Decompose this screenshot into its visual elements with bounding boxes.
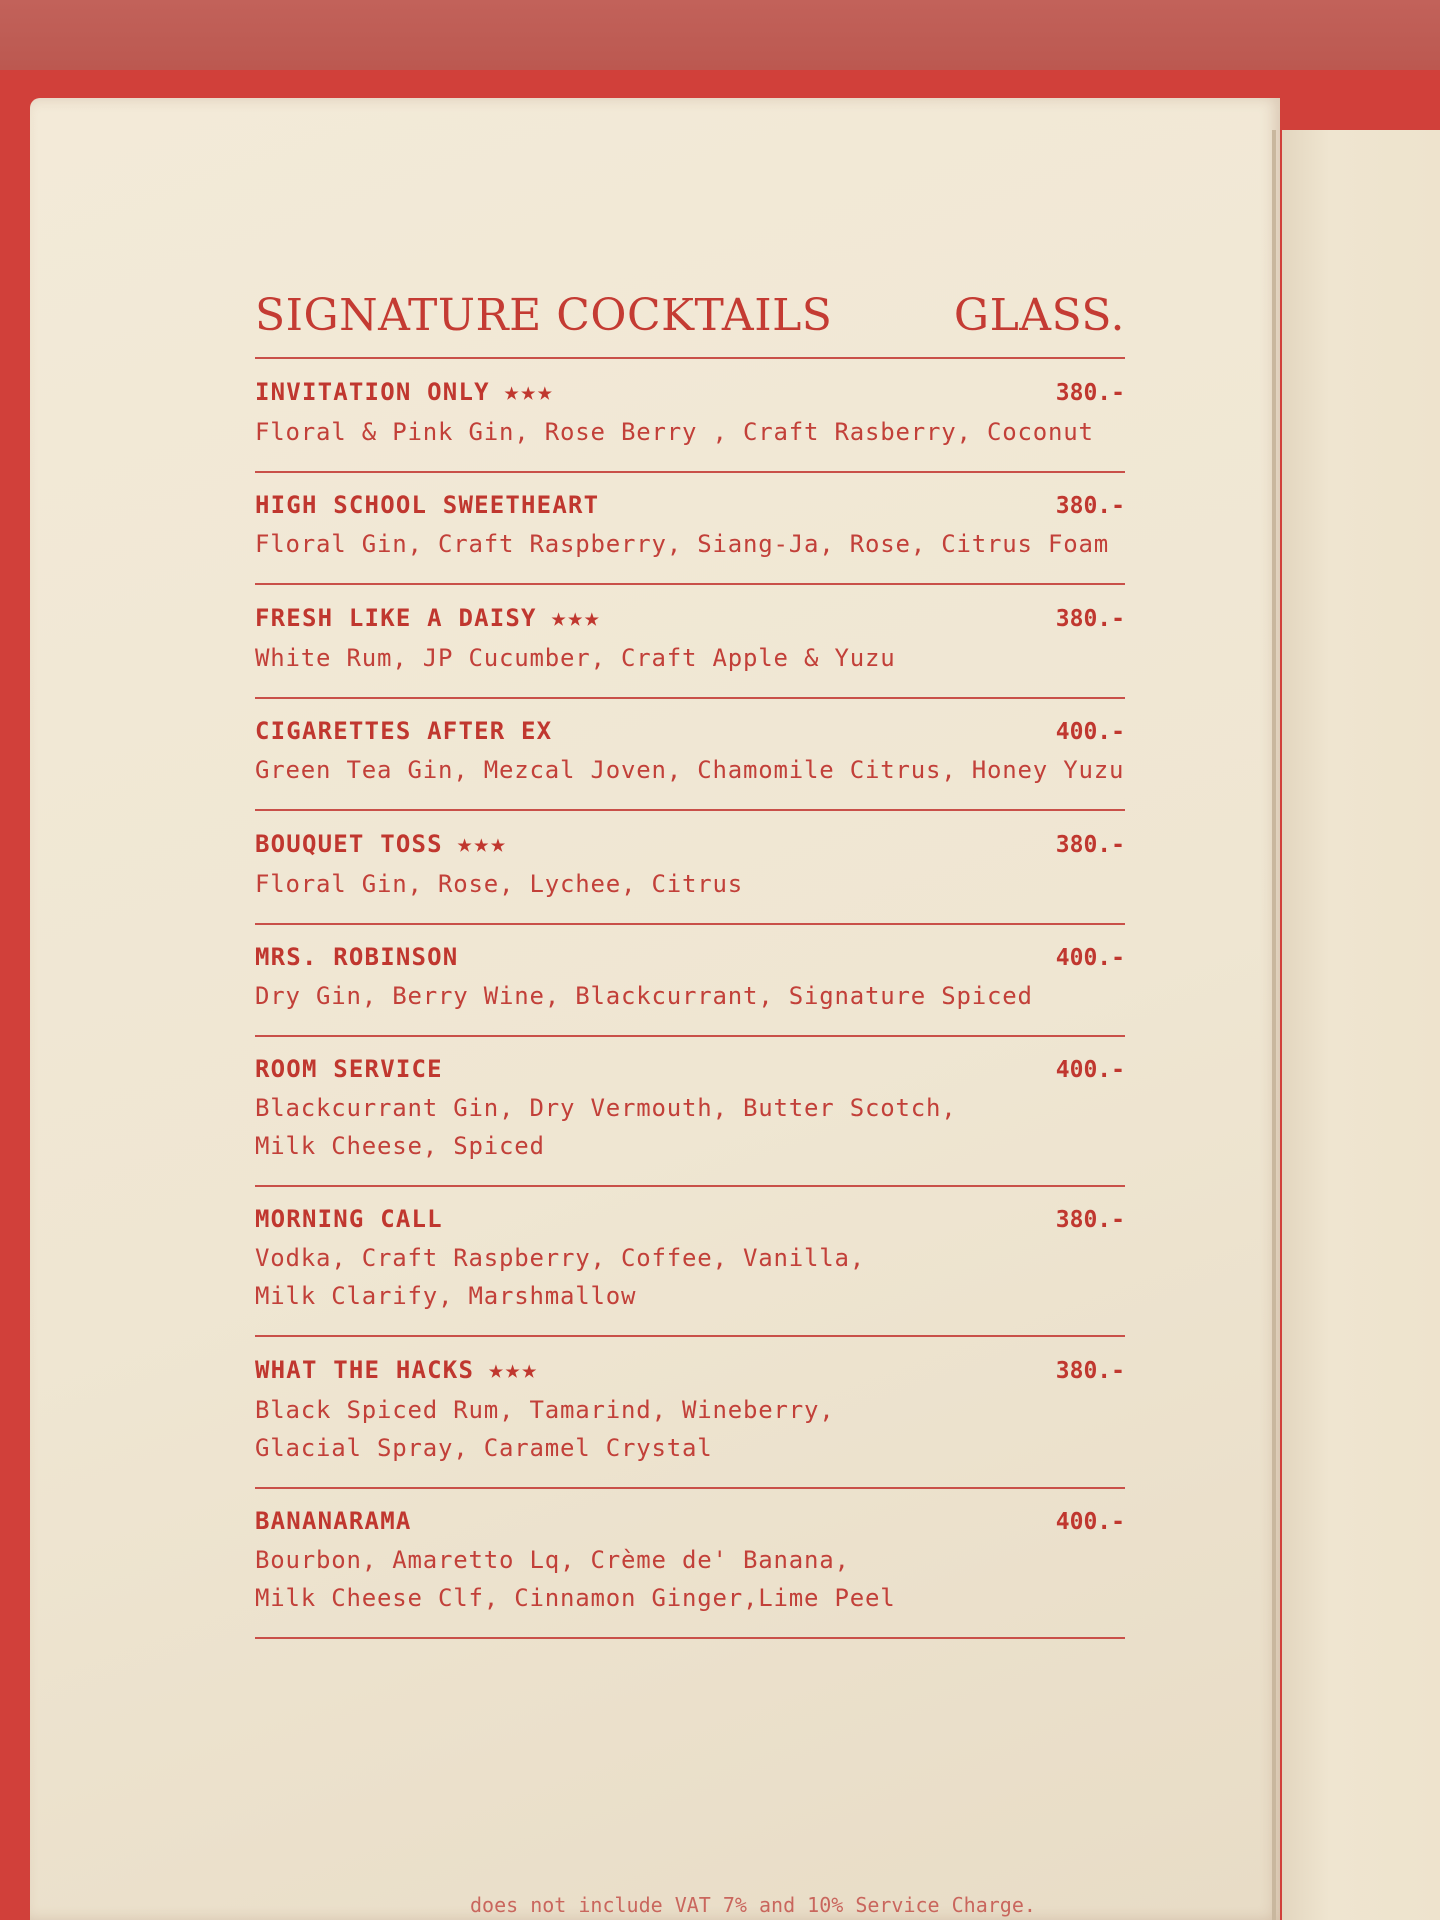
menu-item-description: Vodka, Craft Raspberry, Coffee, Vanilla, Milk Clarify, Marshmallow xyxy=(255,1244,865,1310)
menu-item-title-group xyxy=(255,717,552,745)
menu-item xyxy=(255,1337,1125,1489)
menu-item-header xyxy=(255,1055,1125,1083)
menu-item-name: BANANARAMA xyxy=(255,1507,412,1535)
menu-item xyxy=(255,1489,1125,1639)
menu-item-title-group xyxy=(255,1055,443,1083)
star-rating-icon: ★★★ xyxy=(550,603,601,633)
menu-item-header xyxy=(255,829,1125,859)
menu-right-page xyxy=(1282,130,1440,1920)
cocktail-menu xyxy=(255,290,1125,1639)
menu-item-title-group xyxy=(255,603,601,633)
menu-item xyxy=(255,1037,1125,1187)
menu-items xyxy=(255,359,1125,1639)
menu-item-price: 400.- xyxy=(1055,1509,1125,1535)
menu-item-description: Bourbon, Amaretto Lq, Crème de' Banana, Milk Cheese Clf, Cinnamon Ginger,Lime Peel xyxy=(255,1546,896,1612)
star-rating-icon: ★★★ xyxy=(456,829,507,859)
star-rating-icon: ★★★ xyxy=(503,377,554,407)
menu-item-title-group xyxy=(255,377,554,407)
menu-item-name: WHAT THE HACKS xyxy=(255,1356,475,1384)
menu-item-description: Black Spiced Rum, Tamarind, Wineberry, Glacial Spray, Caramel Crystal xyxy=(255,1396,835,1462)
menu-item-title-group xyxy=(255,1205,443,1233)
menu-item xyxy=(255,1187,1125,1337)
star-rating-icon: ★★★ xyxy=(488,1355,539,1385)
menu-item-description: Floral Gin, Rose, Lychee, Citrus xyxy=(255,870,743,898)
footer-note: does not include VAT 7% and 10% Service Charge. xyxy=(470,1893,1036,1917)
menu-item-title-group xyxy=(255,491,599,519)
menu-spine xyxy=(1272,130,1276,1920)
menu-item-header xyxy=(255,377,1125,407)
menu-item xyxy=(255,359,1125,473)
menu-item-name: HIGH SCHOOL SWEETHEART xyxy=(255,491,600,519)
menu-item-title-group xyxy=(255,1355,538,1385)
menu-item-price: 380.- xyxy=(1055,1358,1125,1384)
menu-header xyxy=(255,290,1125,359)
menu-item-header xyxy=(255,491,1125,519)
menu-item xyxy=(255,925,1125,1037)
menu-item-header xyxy=(255,603,1125,633)
menu-item-name: CIGARETTES AFTER EX xyxy=(255,717,553,745)
menu-item-header xyxy=(255,1507,1125,1535)
menu-item-description: Green Tea Gin, Mezcal Joven, Chamomile Citrus, Honey Yuzu xyxy=(255,756,1125,784)
menu-item-price: 380.- xyxy=(1055,832,1125,858)
menu-title: SIGNATURE COCKTAILS xyxy=(255,290,833,341)
menu-item-name: ROOM SERVICE xyxy=(255,1055,443,1083)
menu-item-header xyxy=(255,1355,1125,1385)
menu-item-header xyxy=(255,717,1125,745)
menu-item-price: 380.- xyxy=(1055,380,1125,406)
menu-item-title-group xyxy=(255,943,458,971)
menu-item-price: 380.- xyxy=(1055,493,1125,519)
menu-item-description: Floral & Pink Gin, Rose Berry , Craft Rasberry, Coconut xyxy=(255,418,1094,446)
menu-item-description: Blackcurrant Gin, Dry Vermouth, Butter Scotch, Milk Cheese, Spiced xyxy=(255,1094,957,1160)
price-column-label: GLASS. xyxy=(953,290,1125,341)
menu-item xyxy=(255,811,1125,925)
menu-item-price: 380.- xyxy=(1055,1207,1125,1233)
menu-item-title-group xyxy=(255,829,507,859)
menu-item-header xyxy=(255,1205,1125,1233)
menu-item-price: 400.- xyxy=(1055,719,1125,745)
menu-item xyxy=(255,585,1125,699)
menu-item-name: INVITATION ONLY xyxy=(255,378,490,406)
menu-item-name: FRESH LIKE A DAISY xyxy=(255,604,537,632)
menu-item-name: MRS. ROBINSON xyxy=(255,943,459,971)
menu-item-price: 380.- xyxy=(1055,606,1125,632)
menu-item xyxy=(255,699,1125,811)
menu-item xyxy=(255,473,1125,585)
menu-item-description: Floral Gin, Craft Raspberry, Siang-Ja, Rose, Citrus Foam xyxy=(255,530,1109,558)
menu-item-price: 400.- xyxy=(1055,945,1125,971)
menu-item-name: BOUQUET TOSS xyxy=(255,830,443,858)
menu-item-description: White Rum, JP Cucumber, Craft Apple & Yuzu xyxy=(255,644,896,672)
menu-item-header xyxy=(255,943,1125,971)
menu-item-title-group xyxy=(255,1507,412,1535)
menu-item-description: Dry Gin, Berry Wine, Blackcurrant, Signature Spiced xyxy=(255,982,1033,1010)
menu-item-price: 400.- xyxy=(1055,1057,1125,1083)
menu-item-name: MORNING CALL xyxy=(255,1205,443,1233)
